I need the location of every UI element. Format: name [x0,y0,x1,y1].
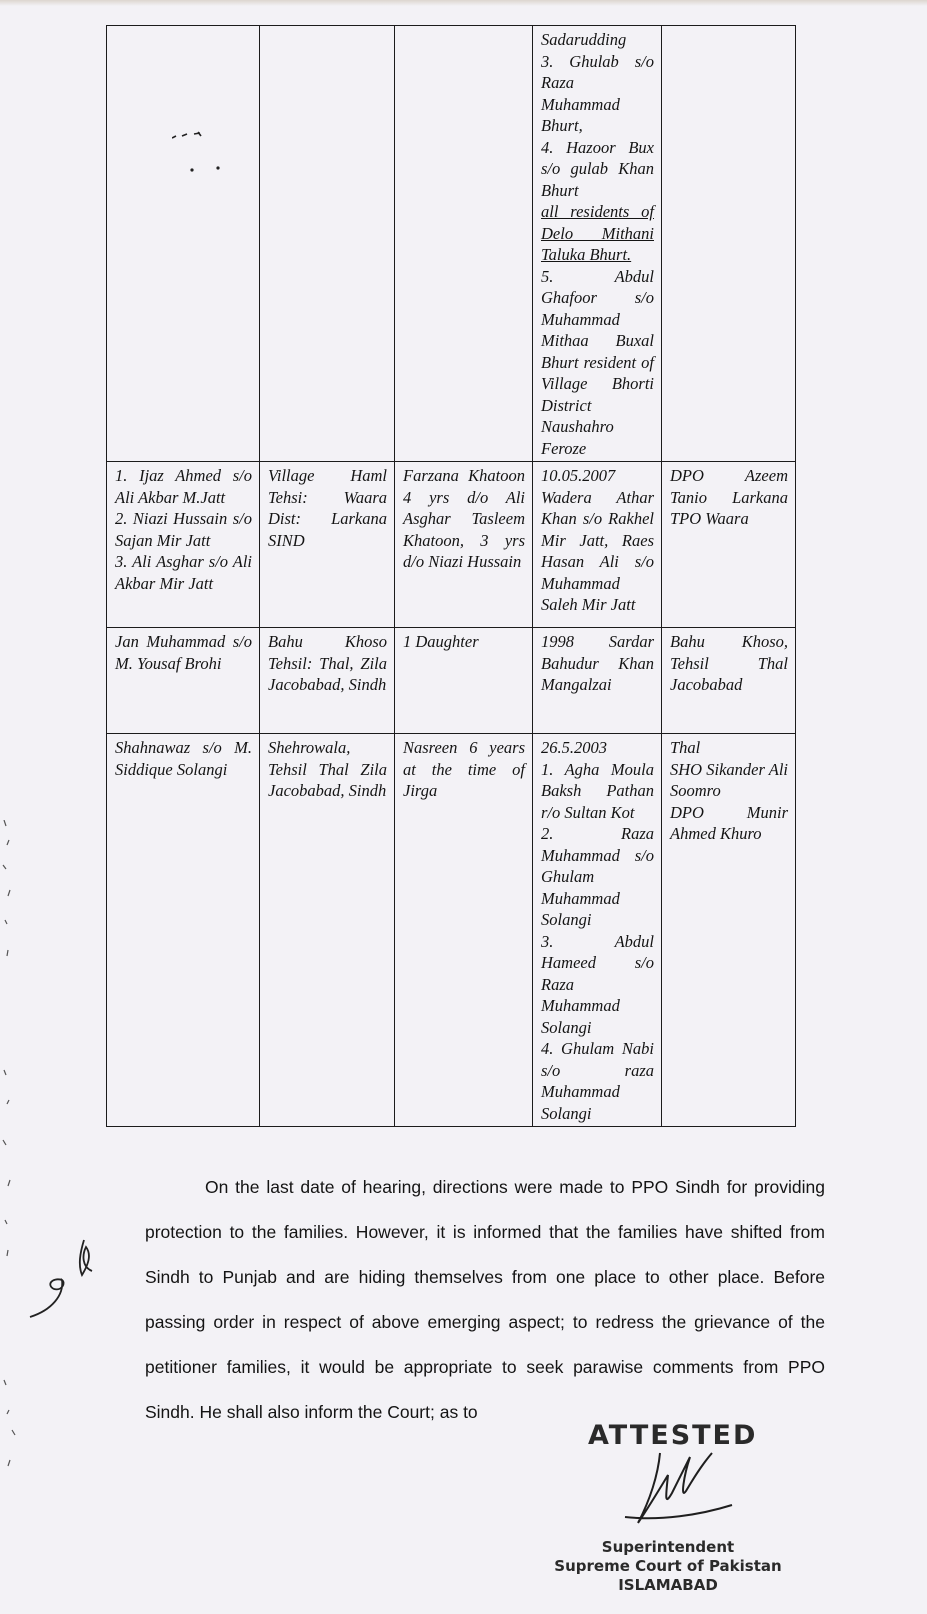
cell-text: Shahnawaz s/o M. Siddique Solangi [115,738,252,779]
cell-text: DPO Azeem Tanio Larkana TPO Waara [670,466,788,528]
attested-stamp: ATTESTED [588,1420,758,1451]
table-cell [533,462,662,628]
table-cell [395,462,533,628]
table-cell [395,26,533,462]
cell-text: Jan Muhammad s/o M. Yousaf Brohi [115,632,252,673]
cell-text: 3. Ali Asghar s/o Ali Akbar Mir Jatt [115,552,252,593]
table-row [107,462,796,628]
page-top-edge [0,0,927,6]
cell-text: Bahu Khoso Tehsil: Thal, Zila Jacobabad, Sindh [268,632,387,694]
order-paragraph [145,1165,825,1435]
cell-text: 1. Agha Moula Baksh Pathan r/o Sultan Kot [541,759,654,822]
order-paragraph-text: On the last date of hearing, directions were made to PPO Sindh for providing protection to the families. However, it is informed that the families have shifted from Sindh to Punjab and are hiding themselves from one place to other place. Before passing order in respect of above emerging aspect; to redress the grievance of the petitioner families, it would be appropriate to seek parawise comments from PPO Sindh. He shall also inform the Court; as to [145,1177,825,1422]
stamp-court: Supreme Court of Pakistan [554,1557,782,1575]
table-cell [107,26,260,462]
cell-text: 1. Ijaz Ahmed s/o Ali Akbar M.Jatt [115,466,252,507]
cell-text: 3. Abdul Hameed s/o Raza Muhammad Solangi [541,931,654,1037]
case-details-table [106,25,796,1127]
cell-text: SHO Sikander Ali Soomro [670,759,788,800]
table-cell [260,628,395,734]
table-cell [662,462,796,628]
stamp-city: ISLAMABAD [618,1576,718,1594]
table-cell [395,734,533,1127]
table-row [107,734,796,1127]
cell-text: Farzana Khatoon 4 yrs d/o Ali Asghar Tasleem Khatoon, 3 yrs d/o Niazi Hussain [403,466,525,571]
handwritten-initials [22,1225,132,1335]
cell-text: Shehrowala, Tehsil Thal Zila Jacobabad, Sindh [268,738,387,800]
signature [620,1445,740,1545]
cell-text: Sadarudding [541,30,627,49]
table-cell [107,462,260,628]
table-cell [533,628,662,734]
cell-text: DPO Munir Ahmed Khuro [670,802,788,843]
cell-text: all residents of Delo Mithani Taluka Bhurt. [541,202,654,264]
cell-text: 1998 Sardar Bahudur Khan Mangalzai [541,632,654,694]
table-cell [533,26,662,462]
table-cell [395,628,533,734]
cell-text: 10.05.2007 Wadera Athar Khan s/o Rakhel Mir Jatt, Raes Hasan Ali s/o Muhammad Saleh Mir Jatt [541,466,654,614]
table-cell [107,628,260,734]
table-cell [662,26,796,462]
stamp-title: Superintendent [601,1538,735,1556]
cell-text: 3. Ghulab s/o Raza Muhammad Bhurt, [541,51,654,135]
cell-text: 26.5.2003 [541,738,607,757]
cell-text: Village Haml Tehsi: Waara Dist: Larkana SIND [268,466,387,550]
table-cell [260,26,395,462]
superintendent-stamp [548,1538,788,1595]
table-row [107,26,796,462]
table-cell [107,734,260,1127]
cell-text: 2. Raza Muhammad s/o Ghulam Muhammad Solangi [541,824,654,929]
cell-text: 2. Niazi Hussain s/o Sajan Mir Jatt [115,509,252,550]
cell-text: Nasreen 6 years at the time of Jirga [403,738,525,800]
table-cell [260,734,395,1127]
table-cell [662,734,796,1127]
table-cell [533,734,662,1127]
cell-text: 1 Daughter [403,632,479,651]
cell-text: Bahu Khoso, Tehsil Thal Jacobabad [670,632,788,694]
table-row [107,628,796,734]
table-cell [662,628,796,734]
cell-text: 4. Ghulam Nabi s/o raza Muhammad Solangi [541,1039,654,1123]
table-cell [260,462,395,628]
cell-text: Thal [670,738,701,757]
cell-text: 4. Hazoor Bux s/o gulab Khan Bhurt [541,137,654,200]
scan-edge-marks [0,820,30,1500]
cell-text: 5. Abdul Ghafoor s/o Muhammad Mithaa Buxal Bhurt resident of Village Bhorti District Naushahro Feroze [541,266,654,458]
